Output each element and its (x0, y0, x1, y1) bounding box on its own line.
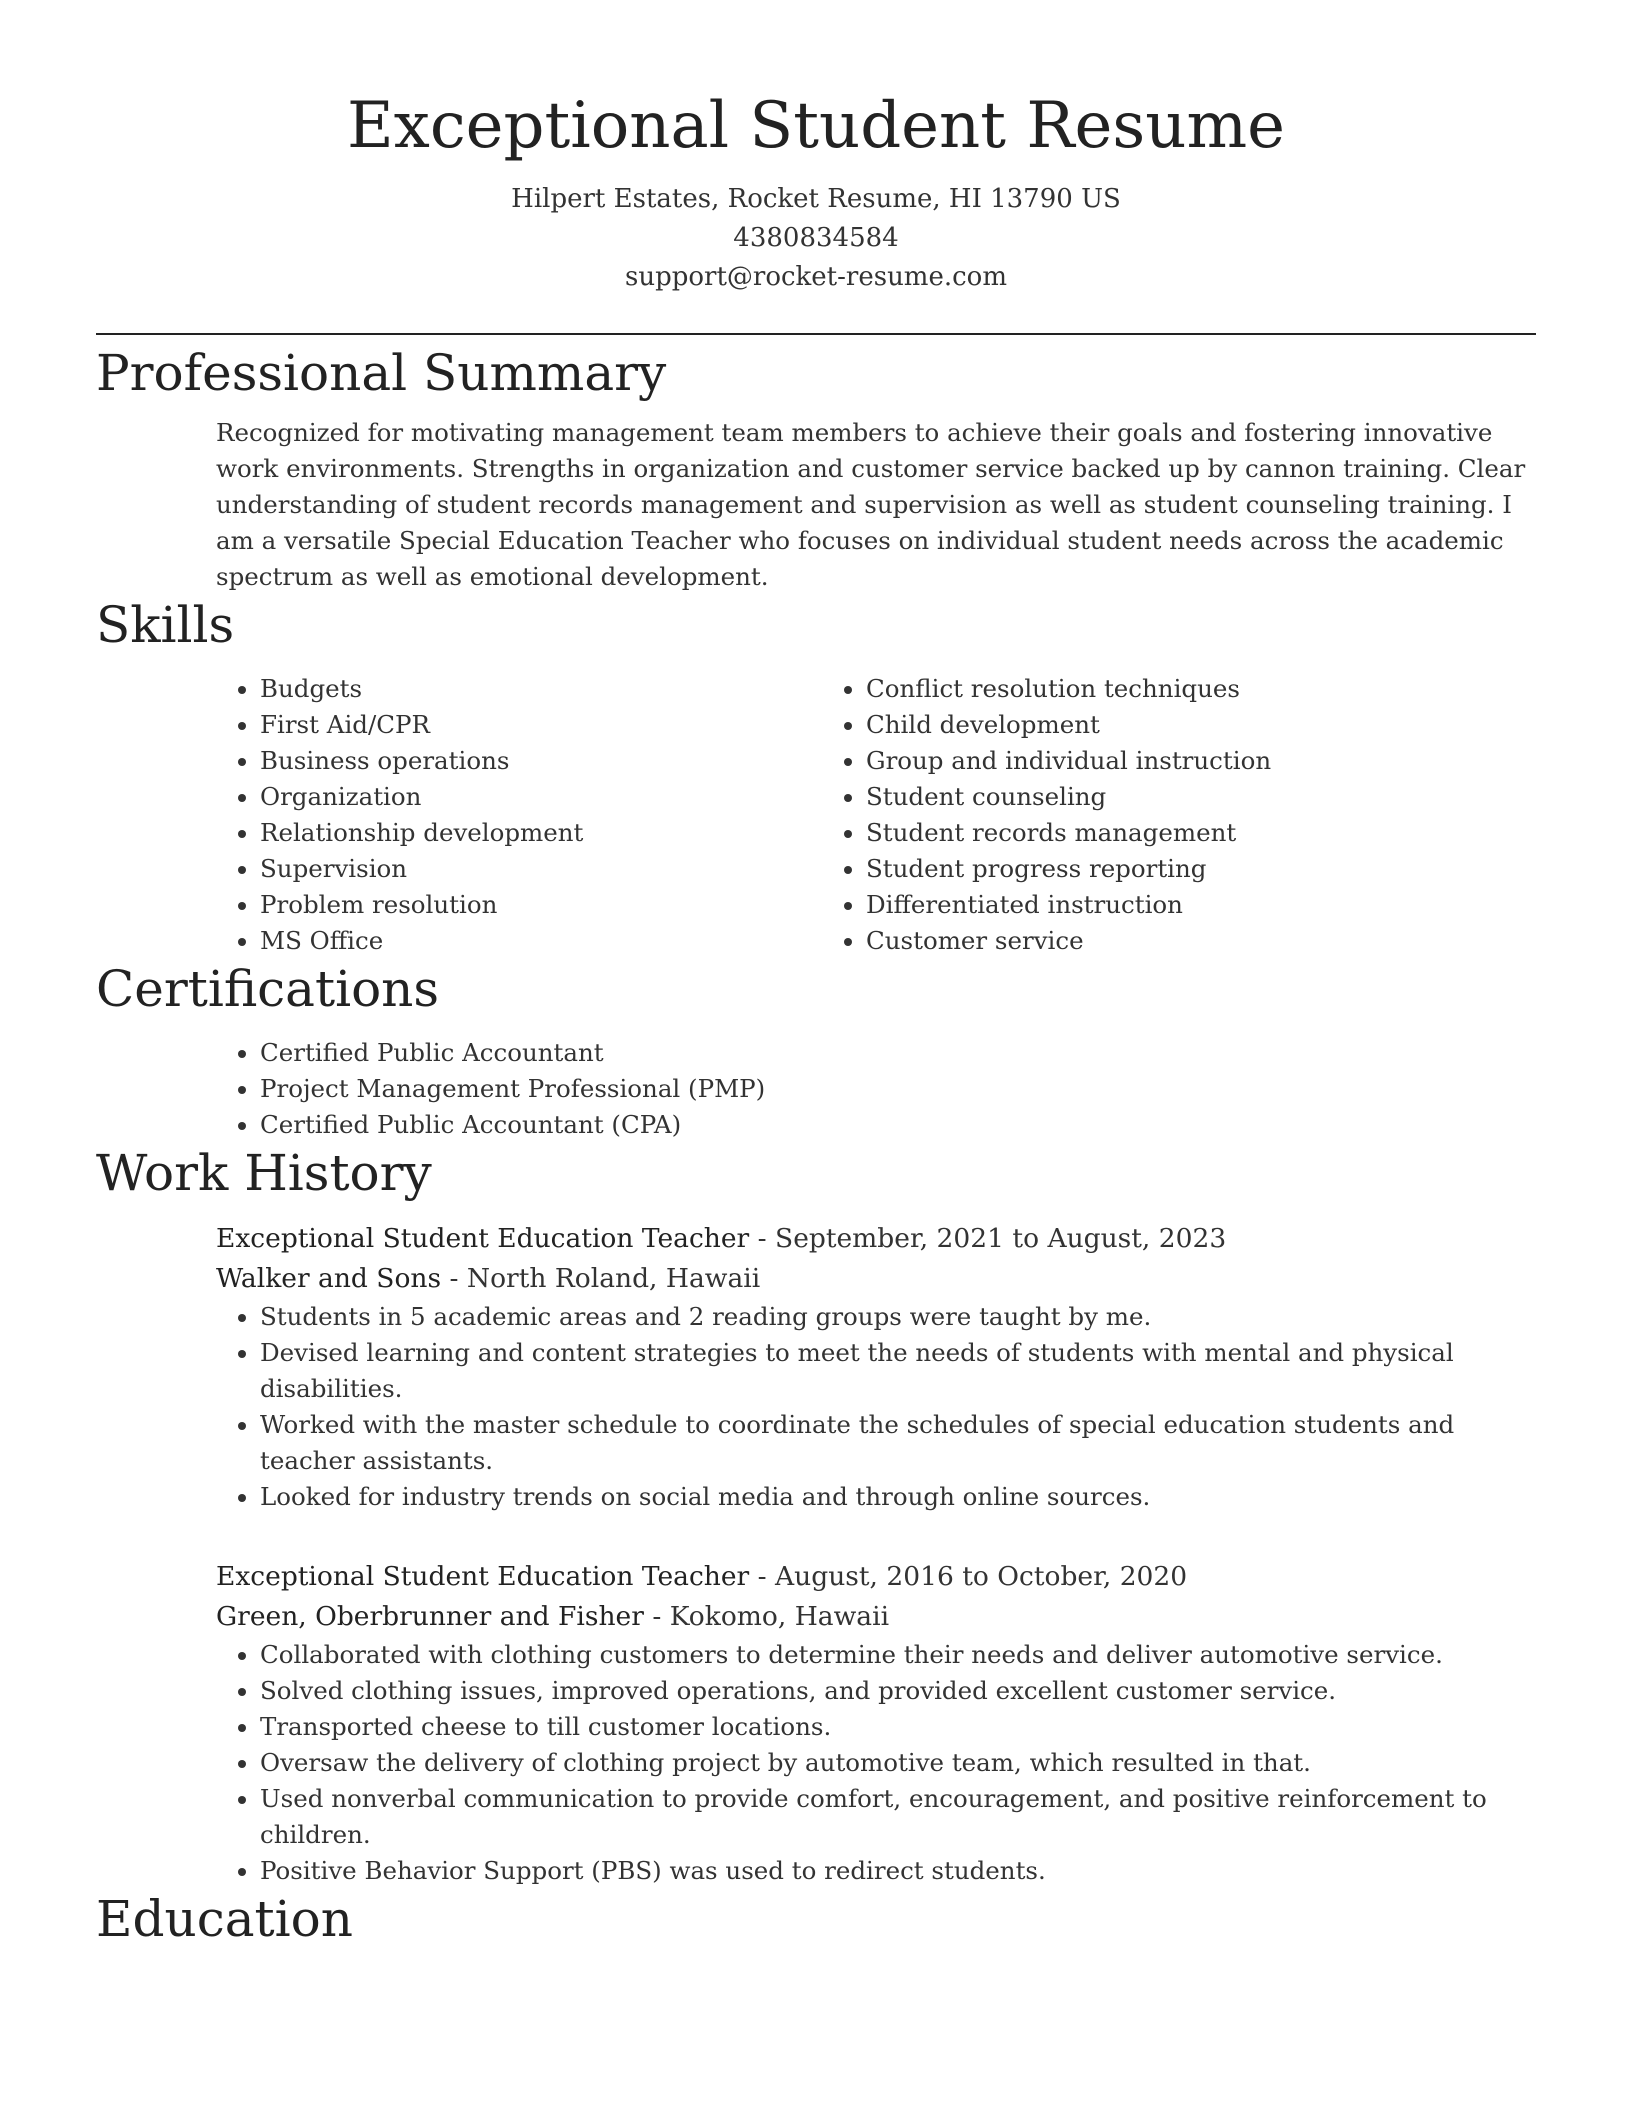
skill-item: • Customer service (866, 923, 1536, 959)
job-duty: • Oversaw the delivery of clothing project by automotive team, which resulted in that. (260, 1745, 1536, 1781)
job-duty: • Transported cheese to till customer locations. (260, 1709, 1536, 1745)
work-history-heading: Work History (96, 1144, 432, 1202)
contact-block (96, 180, 1536, 297)
skill-item: • Conflict resolution techniques (866, 671, 1536, 707)
job-role: Exceptional Student Education Teacher (216, 1561, 750, 1592)
job-duties-list (216, 1637, 1536, 1889)
resume-page (96, 0, 1536, 2112)
skill-item: • First Aid/CPR (260, 707, 822, 743)
job-duty: • Collaborated with clothing customers to determine their needs and deliver automotive service. (260, 1637, 1536, 1673)
separator: - (749, 1561, 776, 1592)
certifications-section (96, 959, 1536, 1143)
job-duty: • Worked with the master schedule to coordinate the schedules of special education students and teacher assistants. (260, 1407, 1536, 1479)
skills-list-left (216, 671, 822, 959)
separator: - (749, 1223, 776, 1254)
certification-item: • Certified Public Accountant (260, 1035, 1536, 1071)
contact-address: Hilpert Estates, Rocket Resume, HI 13790 US (511, 184, 1121, 214)
job-company-line (216, 1259, 1536, 1299)
job-entry (216, 1219, 1536, 1515)
skills-heading: Skills (96, 596, 235, 654)
job-company: Walker and Sons (216, 1263, 442, 1294)
skill-item: • Organization (260, 779, 822, 815)
skill-item: • Business operations (260, 743, 822, 779)
skills-section (96, 595, 1536, 959)
job-role: Exceptional Student Education Teacher (216, 1223, 750, 1254)
skill-item: • Student records management (866, 815, 1536, 851)
summary-heading: Professional Summary (96, 344, 667, 402)
separator: - (643, 1601, 670, 1632)
skills-list-right (822, 671, 1536, 959)
certification-item: • Project Management Professional (PMP) (260, 1071, 1536, 1107)
job-duty: • Positive Behavior Support (PBS) was used to redirect students. (260, 1853, 1536, 1889)
skills-columns (216, 671, 1536, 959)
skill-item: • Problem resolution (260, 887, 822, 923)
skill-item: • Student progress reporting (866, 851, 1536, 887)
summary-text: Recognized for motivating management team members to achieve their goals and fostering innovative work environments. Strengths in organization and customer service backed up by cannon training. Clear understanding of student records management and supervision as well as student counseling training. I am a versatile Special Education Teacher who focuses on individual student needs across the academic spectrum as well as emotional development. (216, 418, 1526, 591)
job-entry (216, 1557, 1536, 1889)
header-divider (96, 333, 1536, 335)
skill-item: • Differentiated instruction (866, 887, 1536, 923)
skill-item: • Relationship development (260, 815, 822, 851)
job-dates: August, 2016 to October, 2020 (775, 1561, 1188, 1592)
job-title-line (216, 1219, 1536, 1259)
job-duty: • Devised learning and content strategies to meet the needs of students with mental and physical disabilities. (260, 1335, 1536, 1407)
certifications-block (216, 1035, 1536, 1143)
education-heading: Education (96, 1890, 353, 1948)
contact-email: support@rocket-resume.com (624, 262, 1007, 292)
resume-name: Exceptional Student Resume (347, 89, 1285, 163)
certifications-list (216, 1035, 1536, 1143)
skill-item: • Supervision (260, 851, 822, 887)
job-duty: • Students in 5 academic areas and 2 reading groups were taught by me. (260, 1299, 1536, 1335)
job-location: Kokomo, Hawaii (669, 1601, 890, 1632)
skill-item: • Child development (866, 707, 1536, 743)
work-history-section (96, 1143, 1536, 1889)
job-duty: • Used nonverbal communication to provide comfort, encouragement, and positive reinforcement to children. (260, 1781, 1536, 1853)
summary-section (96, 343, 1536, 595)
education-section (96, 1889, 1536, 1949)
job-dates: September, 2021 to August, 2023 (775, 1223, 1227, 1254)
skill-item: • Group and individual instruction (866, 743, 1536, 779)
job-company-line (216, 1597, 1536, 1637)
resume-header (96, 0, 1536, 297)
certification-item: • Certified Public Accountant (CPA) (260, 1107, 1536, 1143)
skill-item: • Student counseling (866, 779, 1536, 815)
job-title-line (216, 1557, 1536, 1597)
skill-item: • MS Office (260, 923, 822, 959)
job-location: North Roland, Hawaii (466, 1263, 761, 1294)
job-duty: • Looked for industry trends on social media and through online sources. (260, 1479, 1536, 1515)
contact-phone: 4380834584 (733, 223, 899, 253)
separator: - (441, 1263, 467, 1294)
job-duties-list (216, 1299, 1536, 1515)
job-company: Green, Oberbrunner and Fisher (216, 1601, 644, 1632)
job-duty: • Solved clothing issues, improved operations, and provided excellent customer service. (260, 1673, 1536, 1709)
certifications-heading: Certifications (96, 960, 440, 1018)
skill-item: • Budgets (260, 671, 822, 707)
